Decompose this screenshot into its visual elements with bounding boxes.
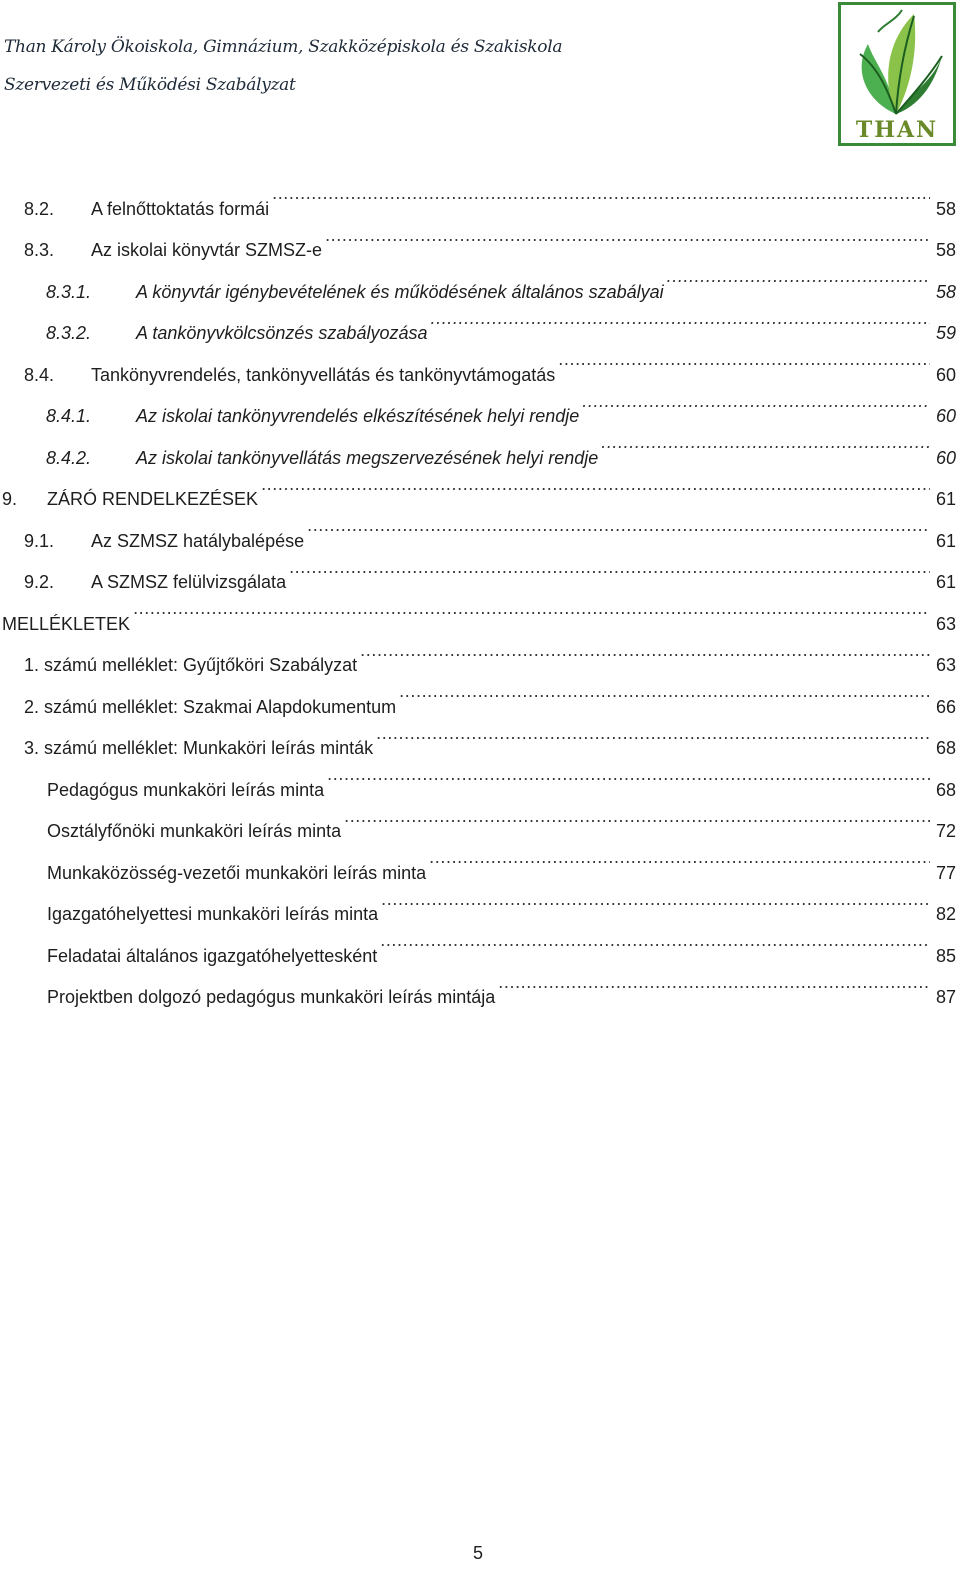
toc-entry-title: 3. számú melléklet: Munkaköri leírás minták bbox=[24, 738, 374, 758]
toc-entry-title: Igazgatóhelyettesi munkaköri leírás minta bbox=[47, 904, 379, 924]
toc-entry[interactable] bbox=[0, 879, 956, 924]
page-number: 5 bbox=[472, 1543, 483, 1563]
toc-entry-title: Az iskolai könyvtár SZMSZ-e bbox=[91, 240, 323, 260]
leaf-logo-icon bbox=[838, 2, 956, 146]
toc-entry[interactable] bbox=[0, 588, 956, 634]
toc-entry-page: 68 bbox=[935, 779, 956, 800]
toc-entry-page: 58 bbox=[935, 281, 956, 302]
toc-dot-leader bbox=[582, 381, 930, 423]
toc-entry-number: 8.4. bbox=[24, 364, 55, 385]
logo-text: THAN bbox=[855, 117, 939, 143]
toc-entry-page: 58 bbox=[935, 198, 956, 219]
header-school-name: Than Károly Ökoiskola, Gimnázium, Szakközépiskola és Szakiskola bbox=[4, 37, 563, 57]
toc-entry-title: Osztályfőnöki munkaköri leírás minta bbox=[47, 821, 342, 841]
toc-entry[interactable] bbox=[0, 505, 956, 551]
toc-entry[interactable] bbox=[0, 298, 956, 343]
toc-entry-title: Az iskolai tankönyvellátás megszervezésének helyi rendje bbox=[136, 447, 599, 468]
toc-entry-title: MELLÉKLETEK bbox=[2, 613, 131, 634]
toc-entry-title: A SZMSZ felülvizsgálata bbox=[91, 572, 287, 592]
toc-entry-page: 60 bbox=[935, 447, 956, 468]
toc-entry-page: 58 bbox=[935, 240, 956, 260]
toc-entry-number: 9.2. bbox=[24, 572, 55, 592]
header-document-title: Szervezeti és Működési Szabályzat bbox=[4, 75, 296, 95]
toc-entry-page: 61 bbox=[935, 572, 956, 592]
toc-entry-number: 8.4.1. bbox=[46, 406, 92, 426]
toc-entry[interactable] bbox=[0, 630, 956, 675]
toc-entry-number: 9.1. bbox=[24, 530, 55, 551]
toc-entry[interactable] bbox=[0, 962, 956, 1007]
toc-entry-page: 63 bbox=[935, 613, 956, 634]
toc-entry-title: ZÁRÓ RENDELKEZÉSEK bbox=[47, 489, 259, 509]
toc-entry-page: 60 bbox=[935, 364, 956, 385]
toc-entry-page: 72 bbox=[935, 821, 956, 841]
toc-entry-page: 60 bbox=[935, 406, 956, 426]
toc-entry[interactable] bbox=[0, 837, 956, 883]
toc-entry[interactable] bbox=[0, 713, 956, 758]
toc-entry-page: 87 bbox=[935, 987, 956, 1007]
toc-entry-number: 8.2. bbox=[24, 198, 55, 219]
toc-entry-number: 8.3.2. bbox=[46, 323, 92, 343]
toc-dot-leader bbox=[325, 215, 930, 257]
document-header bbox=[4, 28, 562, 104]
toc-entry-number: 8.4.2. bbox=[46, 447, 92, 468]
toc-dot-leader bbox=[327, 754, 930, 796]
toc-dot-leader bbox=[381, 879, 930, 921]
toc-entry-page: 85 bbox=[935, 945, 956, 966]
toc-entry-page: 68 bbox=[935, 738, 956, 758]
toc-entry-title: A tankönyvkölcsönzés szabályozása bbox=[136, 323, 428, 343]
toc-entry-page: 61 bbox=[935, 530, 956, 551]
toc-dot-leader bbox=[376, 713, 930, 755]
toc-dot-leader bbox=[344, 796, 930, 838]
toc-entry-number: 9. bbox=[2, 489, 18, 509]
toc-dot-leader bbox=[133, 588, 930, 630]
toc-dot-leader bbox=[261, 464, 930, 506]
table-of-contents bbox=[0, 173, 956, 1007]
toc-entry-title: 1. számú melléklet: Gyűjtőköri Szabályzat bbox=[24, 655, 358, 675]
toc-entry-title: Az iskolai tankönyvrendelés elkészítésének helyi rendje bbox=[136, 406, 580, 426]
toc-dot-leader bbox=[360, 630, 930, 672]
toc-entry[interactable] bbox=[0, 920, 956, 966]
toc-dot-leader bbox=[558, 339, 930, 381]
toc-entry-page: 63 bbox=[935, 655, 956, 675]
toc-entry-title: 2. számú melléklet: Szakmai Alapdokumentum bbox=[24, 696, 397, 717]
toc-entry-title: Feladatai általános igazgatóhelyettesként bbox=[47, 945, 378, 966]
toc-entry-title: Az SZMSZ hatálybalépése bbox=[91, 530, 305, 551]
toc-entry[interactable] bbox=[0, 173, 956, 219]
toc-dot-leader bbox=[429, 837, 930, 879]
toc-entry-page: 59 bbox=[935, 323, 956, 343]
toc-entry-title: A felnőttoktatás formái bbox=[91, 198, 270, 219]
school-logo bbox=[838, 2, 956, 146]
toc-entry[interactable] bbox=[0, 256, 956, 302]
toc-entry-page: 66 bbox=[935, 696, 956, 717]
toc-entry[interactable] bbox=[0, 796, 956, 841]
toc-entry-number: 8.3. bbox=[24, 240, 55, 260]
toc-entry[interactable] bbox=[0, 215, 956, 260]
toc-entry-title: Tankönyvrendelés, tankönyvellátás és tankönyvtámogatás bbox=[91, 364, 556, 385]
toc-entry-page: 61 bbox=[935, 489, 956, 509]
toc-entry-title: Pedagógus munkaköri leírás minta bbox=[47, 779, 325, 800]
toc-dot-leader bbox=[498, 962, 930, 1004]
toc-entry[interactable] bbox=[0, 464, 956, 509]
toc-entry-title: Projektben dolgozó pedagógus munkaköri leírás mintája bbox=[47, 987, 496, 1007]
toc-dot-leader bbox=[399, 671, 930, 713]
toc-dot-leader bbox=[289, 547, 930, 589]
toc-entry[interactable] bbox=[0, 339, 956, 385]
toc-entry[interactable] bbox=[0, 671, 956, 717]
toc-entry-page: 82 bbox=[935, 904, 956, 924]
toc-dot-leader bbox=[431, 298, 930, 340]
toc-entry[interactable] bbox=[0, 381, 956, 426]
toc-entry[interactable] bbox=[0, 754, 956, 800]
toc-dot-leader bbox=[272, 173, 930, 215]
toc-entry-number: 8.3.1. bbox=[46, 281, 92, 302]
toc-entry[interactable] bbox=[0, 547, 956, 592]
toc-entry-title: Munkaközösség-vezetői munkaköri leírás minta bbox=[47, 862, 427, 883]
toc-entry[interactable] bbox=[0, 422, 956, 468]
toc-dot-leader bbox=[307, 505, 930, 547]
toc-entry-title: A könyvtár igénybevételének és működésének általános szabályai bbox=[136, 281, 664, 302]
toc-entry-page: 77 bbox=[935, 862, 956, 883]
toc-dot-leader bbox=[601, 422, 930, 464]
toc-dot-leader bbox=[667, 256, 930, 298]
toc-dot-leader bbox=[380, 920, 930, 962]
